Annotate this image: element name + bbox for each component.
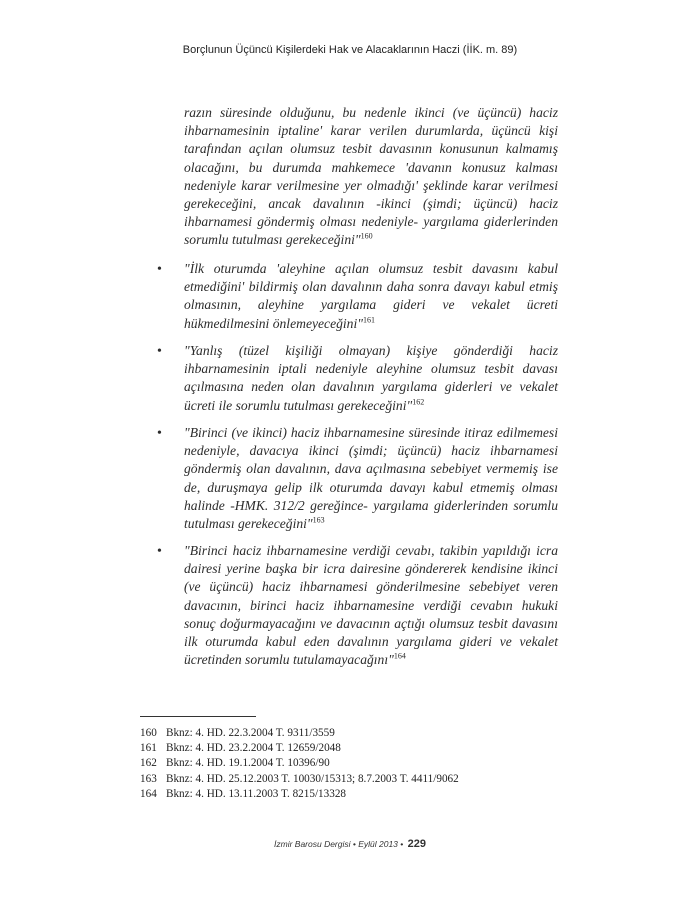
footnote-ref: 163 [312, 515, 325, 525]
footnote-number: 164 [140, 787, 157, 800]
journal-name: İzmir Barosu Dergisi • Eylül 2013 • [274, 839, 404, 849]
footnote-number: 161 [140, 742, 157, 755]
bullet-marker: • [157, 544, 162, 559]
bullet-item [184, 260, 558, 333]
footnote-text: Bknz: 4. HD. 19.1.2004 T. 10396/90 [166, 757, 330, 770]
footnote-text: Bknz: 4. HD. 25.12.2003 T. 10030/15313; 8.7.2003 T. 4411/9062 [166, 772, 459, 785]
bullet-text: "Birinci (ve ikinci) haciz ihbarnamesine süresinde itiraz edilmemesi nedeniyle, davacıya ikinci (şimdi; üçüncü) haciz ihbarnamesi göndermiş olan davalının, dava açılmasına sebebiyet vermemiş ise de, duruşmaya gelip ilk oturumda davayı kabul etmemiş olması halinde -HMK. 312/2 gereğince- yargılama giderlerinden sorumlu tutulması gerekeceğini" [184, 425, 558, 532]
bullet-text: "İlk oturumda 'aleyhine açılan olumsuz tesbit davasını kabul etmediğini' bildirmiş olan davalının daha sonra davayı kabul etmiş olmasının, aleyhine yargılama gideri ve vekalet ücreti hükmedilmesini önlemeyeceğini" [184, 261, 558, 331]
footnote-ref: 160 [360, 231, 373, 241]
footnote [140, 772, 560, 787]
footnote [140, 726, 560, 741]
bullet-text: "Birinci haciz ihbarnamesine verdiği cevabı, takibin yapıldığı icra dairesi yerine başka bir icra dairesine göndererek kendisine ikinci (ve üçüncü) haciz ihbarnamesi gönderilmesine sebebiyet veren davacının, birinci haciz ihbarnamesine verdiği cevabın hukuki sonuç doğurmayacağını ve davacının açtığı olumsuz tesbit davasını ilk oturumda kabul eden davalının yargılama gideri ve vekalet ücretinden sorumlu tutulamayacağını" [184, 543, 558, 668]
footnote-number: 163 [140, 772, 157, 785]
footnote [140, 756, 560, 771]
bullet-item [184, 424, 558, 533]
bullet-text: "Yanlış (tüzel kişiliği olmayan) kişiye gönderdiği haciz ihbarnamesinin iptali nedeniyle aleyhine olumsuz tesbit davası açılmasına neden olan davalının yargılama giderleri ve vekalet ücreti ile sorumlu tutulması gerekeceğini" [184, 343, 558, 413]
footnote-text: Bknz: 4. HD. 22.3.2004 T. 9311/3559 [166, 727, 335, 739]
footnote-text: Bknz: 4. HD. 23.2.2004 T. 12659/2048 [166, 742, 341, 755]
footnote-ref: 164 [393, 651, 406, 661]
bullet-item [184, 342, 558, 415]
footnote-ref: 162 [412, 397, 425, 407]
footnote-divider [140, 716, 256, 717]
bullet-marker: • [157, 262, 162, 277]
footnote [140, 787, 560, 802]
footnote-number: 162 [140, 757, 157, 770]
bullet-item [184, 542, 558, 669]
footnote-ref: 161 [362, 315, 375, 325]
bullet-marker: • [157, 344, 162, 359]
running-header: Borçlunun Üçüncü Kişilerdeki Hak ve Alacaklarının Haczi (İİK. m. 89) [182, 44, 518, 56]
bullet-marker: • [157, 426, 162, 441]
continuation-text: razın süresinde olduğunu, bu nedenle ikinci (ve üçüncü) haciz ihbarnamesinin iptaline' karar verilen durumlarda, üçüncü kişi tarafından açılan olumsuz tesbit davasının konusunun kalmamış olacağını, bu durumda mahkemece 'davanın konusuz kalması nedeniyle karar verilmesine yer olmadığı' şeklinde karar verilmesi gerekeceğini, ancak davalının -ikinci (şimdi; üçüncü) haciz ihbarnamesi göndermiş olması nedeniyle- yargılama giderlerinden sorumlu tutulması gerekeceğini" [184, 105, 558, 248]
continuation-paragraph [184, 104, 558, 250]
footnotes [140, 726, 560, 802]
footnote [140, 741, 560, 756]
page-footer [0, 838, 700, 850]
footnote-text: Bknz: 4. HD. 13.11.2003 T. 8215/13328 [166, 787, 347, 800]
page-number: 229 [407, 838, 426, 850]
footnote-number: 160 [140, 727, 157, 739]
